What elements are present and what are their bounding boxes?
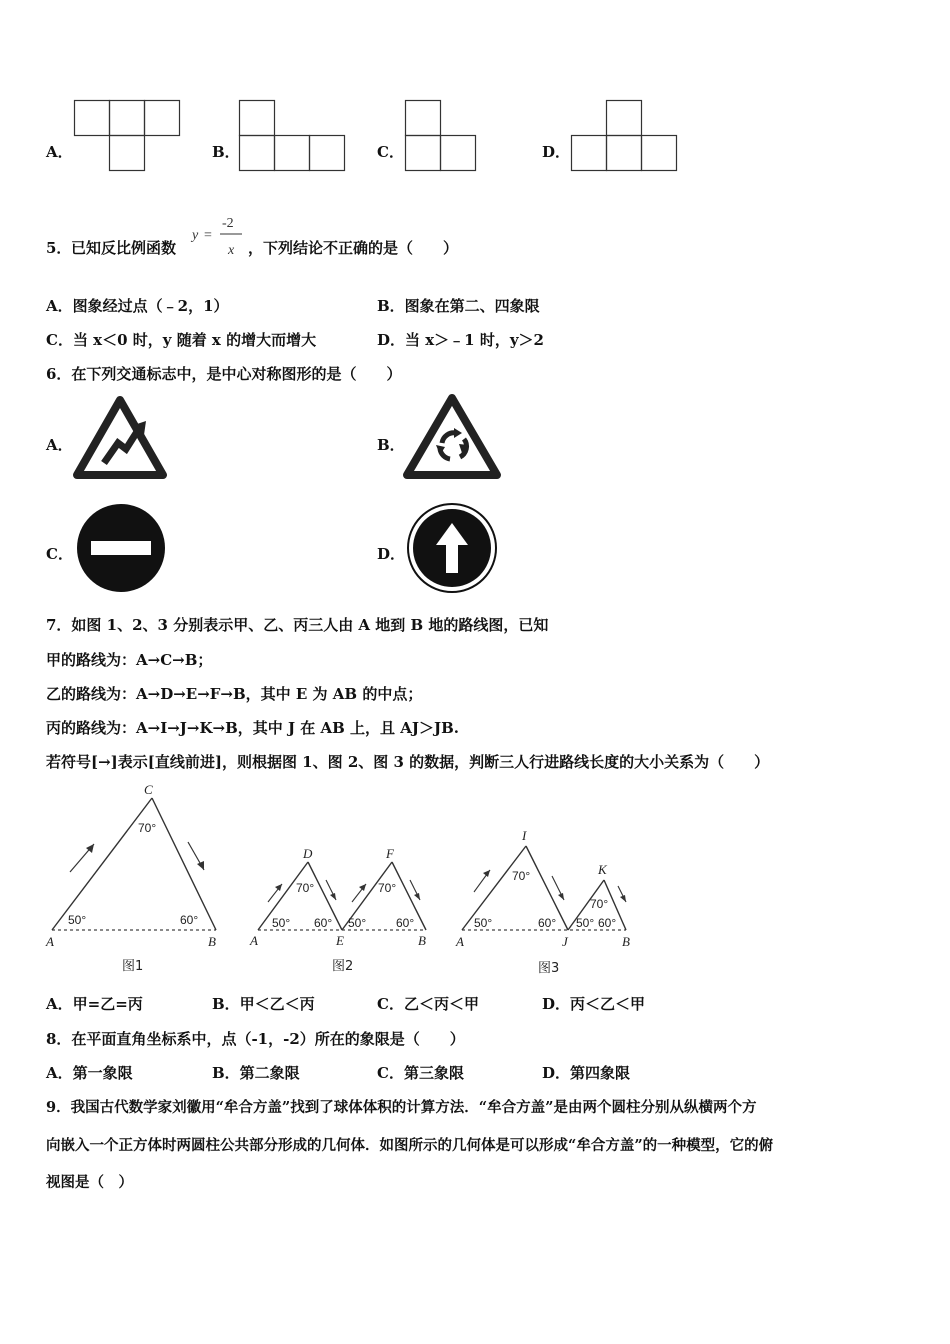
q9-stem-line-2: 向嵌入一个正方体时两圆柱公共部分形成的几何体．如图所示的几何体是可以形成“牟合方盖”的一种模型，它的俯 <box>46 1137 774 1154</box>
q5-formula-denominator: x <box>228 243 235 258</box>
q4-option-c-figure <box>405 100 480 172</box>
q6-stem: 6．在下列交通标志中，是中心对称图形的是（ ） <box>46 365 402 383</box>
fig2-label-a: A <box>250 933 258 948</box>
fig1-caption: 图1 <box>122 959 144 974</box>
q7-option-a: A．甲=乙=丙 <box>46 995 143 1013</box>
q6-option-b-label: B． <box>377 436 405 454</box>
q7-option-d: D．丙＜乙＜甲 <box>542 995 646 1013</box>
q5-option-b: B．图象在第二、四象限 <box>377 297 540 315</box>
q7-figure-3 <box>448 820 648 980</box>
fig3-label-a: A <box>456 934 464 949</box>
q4-option-b-label: B． <box>212 143 240 161</box>
q7-stem-line-3: 乙的路线为：A→D→E→F→B，其中 E 为 AB 的中点； <box>46 685 423 703</box>
fig3-label-k: K <box>598 862 607 877</box>
fig3-caption: 图3 <box>538 961 560 976</box>
q5-option-a: A．图象经过点（﹣2，1） <box>46 297 229 315</box>
q6-sign-no-entry-icon <box>74 503 168 593</box>
q7-option-c: C．乙＜丙＜甲 <box>377 995 479 1013</box>
q4-option-a-label: A． <box>46 143 73 161</box>
q6-sign-straight-ahead-icon <box>406 503 498 593</box>
q4-option-b-figure <box>239 100 349 172</box>
fig3-label-b: B <box>622 934 630 949</box>
q8-option-c: C．第三象限 <box>377 1064 464 1082</box>
q4-option-d-figure <box>571 100 681 172</box>
fig1-angle-a: 50° <box>68 913 87 927</box>
q8-option-d: D．第四象限 <box>542 1064 631 1082</box>
fig2-angle-e1: 60° <box>314 916 333 930</box>
q5-option-c: C．当 x＜0 时，y 随着 x 的增大而增大 <box>46 331 317 349</box>
fig3-angle-b: 60° <box>598 916 617 930</box>
q5-option-d: D．当 x＞﹣1 时，y＞2 <box>377 331 544 349</box>
fig2-label-b: B <box>418 933 426 948</box>
q9-stem-line-1: 9．我国古代数学家刘徽用“牟合方盖”找到了球体体积的计算方法．“牟合方盖”是由两个圆柱分别从纵横两个方 <box>46 1099 757 1116</box>
q6-sign-double-bend-icon <box>74 397 166 479</box>
fig1-angle-c: 70° <box>138 821 157 835</box>
q8-option-a: A．第一象限 <box>46 1064 133 1082</box>
fig1-label-c: C <box>144 782 153 797</box>
q5-stem-post: ，下列结论不正确的是（ ） <box>248 239 459 257</box>
fig1-label-a: A <box>46 934 54 949</box>
fig3-angle-a: 50° <box>474 916 493 930</box>
q7-figure-1 <box>40 780 230 980</box>
q5-stem-pre: 已知反比例函数 <box>71 239 177 257</box>
fig3-angle-i: 70° <box>512 869 531 883</box>
q8-option-b: B．第二象限 <box>212 1064 300 1082</box>
fig3-angle-k: 70° <box>590 897 609 911</box>
fig1-label-b: B <box>208 934 216 949</box>
q4-option-c-label: C． <box>377 143 404 161</box>
q8-stem: 8．在平面直角坐标系中，点（-1，-2）所在的象限是（ ） <box>46 1030 465 1048</box>
fig3-angle-j2: 50° <box>576 916 595 930</box>
fig2-angle-d: 70° <box>296 881 315 895</box>
q4-option-d-label: D． <box>542 143 571 161</box>
q5-formula-eq: = <box>204 228 212 243</box>
fig2-label-f: F <box>386 846 394 861</box>
fig1-angle-b: 60° <box>180 913 199 927</box>
fig2-angle-b: 60° <box>396 916 415 930</box>
fig2-angle-a: 50° <box>272 916 291 930</box>
fig2-angle-f: 70° <box>378 881 397 895</box>
q4-option-a-figure <box>74 100 184 172</box>
q5-formula-y: y <box>192 228 199 243</box>
fig2-label-e: E <box>336 933 344 948</box>
fig2-caption: 图2 <box>332 959 354 974</box>
fig2-label-d: D <box>303 846 313 861</box>
q6-option-d-label: D． <box>377 545 406 563</box>
q7-figure-2 <box>240 840 440 980</box>
q9-stem-line-3: 视图是（ ） <box>46 1174 133 1191</box>
q6-sign-roundabout-icon <box>404 395 500 479</box>
q7-stem-line-4: 丙的路线为：A→I→J→K→B，其中 J 在 AB 上，且 AJ＞JB. <box>46 719 459 737</box>
fig3-label-j: J <box>562 934 568 949</box>
q6-option-a-label: A． <box>46 436 73 454</box>
q7-stem-line-2: 甲的路线为：A→C→B； <box>46 651 213 669</box>
fig3-label-i: I <box>522 828 527 843</box>
q6-option-c-label: C． <box>46 545 73 563</box>
q7-option-b: B．甲＜乙＜丙 <box>212 995 315 1013</box>
q5-formula-numerator: -2 <box>222 216 234 231</box>
fig3-angle-j1: 60° <box>538 916 557 930</box>
q5-formula <box>190 210 252 260</box>
q5-number: 5． <box>46 239 72 257</box>
q7-stem-line-5: 若符号[→]表示[直线前进]，则根据图 1、图 2、图 3 的数据，判断三人行进路线长度的大小关系为（ ） <box>46 753 770 771</box>
fig2-angle-e2: 50° <box>348 916 367 930</box>
q7-stem-line-1: 7．如图 1、2、3 分别表示甲、乙、丙三人由 A 地到 B 地的路线图，已知 <box>46 616 549 634</box>
